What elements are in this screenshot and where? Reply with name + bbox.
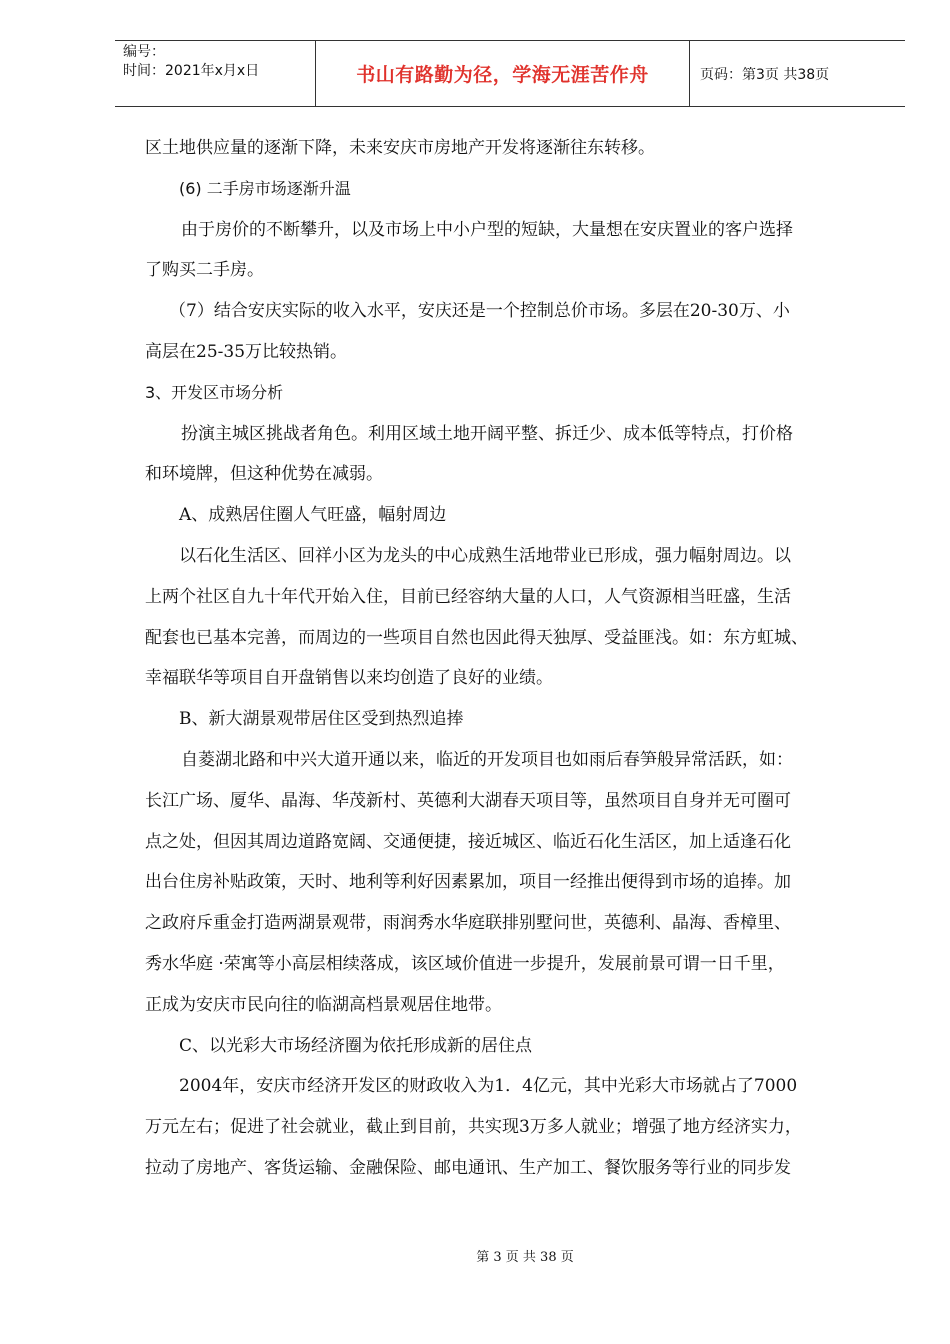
page-info: 页码：第3页 共38页 (700, 66, 830, 83)
paragraph: 上两个社区自九十年代开始入住，目前已经容纳大量的人口，人气资源相当旺盛，生活 (145, 586, 791, 607)
header-meta (115, 41, 316, 106)
paragraph: 由于房价的不断攀升，以及市场上中小户型的短缺，大量想在安庆置业的客户选择 (181, 219, 793, 240)
paragraph: 2004年，安庆市经济开发区的财政收入为1．4亿元，其中光彩大市场就占了7000 (179, 1076, 798, 1097)
subheading: A、成熟居住圈人气旺盛，幅射周边 (179, 505, 447, 526)
motto: 书山有路勤为径，学海无涯苦作舟 (356, 64, 649, 86)
paragraph: 万元左右；促进了社会就业，截止到目前，共实现3万多人就业；增强了地方经济实力， (145, 1117, 802, 1138)
paragraph: 之政府斥重金打造两湖景观带，雨润秀水华庭联排别墅问世，英德利、晶海、香樟里、 (145, 913, 791, 934)
paragraph: 自菱湖北路和中兴大道开通以来，临近的开发项目也如雨后春笋般异常活跃，如： (181, 749, 793, 770)
subheading: B、新大湖景观带居住区受到热烈追捧 (179, 709, 464, 730)
section-heading: 3、开发区市场分析 (145, 382, 284, 402)
paragraph: 区土地供应量的逐渐下降，未来安庆市房地产开发将逐渐往东转移。 (145, 138, 655, 158)
paragraph: 拉动了房地产、客货运输、金融保险、邮电通讯、生产加工、餐饮服务等行业的同步发 (145, 1157, 791, 1178)
paragraph: 了购买二手房。 (145, 260, 264, 281)
paragraph: 点之处，但因其周边道路宽阔、交通便捷，接近城区、临近石化生活区，加上适逢石化 (145, 831, 791, 852)
subheading: C、以光彩大市场经济圈为依托形成新的居住点 (179, 1035, 533, 1056)
page-header (115, 40, 905, 107)
page-footer (0, 1246, 950, 1265)
document-body (145, 128, 880, 1189)
paragraph: 和环境牌，但这种优势在减弱。 (145, 464, 383, 485)
footer-page-number: 第 3 页 共 38 页 (476, 1250, 574, 1265)
paragraph: 幸福联华等项目自开盘销售以来均创造了良好的业绩。 (145, 668, 553, 689)
serial-label: 编号： (123, 44, 165, 60)
paragraph: 扮演主城区挑战者角色。利用区域土地开阔平整、拆迁少、成本低等特点，打价格 (181, 423, 793, 444)
header-motto-cell (316, 41, 690, 106)
time-label: 时间：2021年x月x日 (123, 63, 260, 79)
paragraph: 长江广场、厦华、晶海、华茂新村、英德利大湖春天项目等，虽然项目自身并无可圈可 (145, 790, 791, 811)
header-page-info-cell (690, 41, 905, 106)
paragraph: 配套也已基本完善，而周边的一些项目自然也因此得天独厚、受益匪浅。如：东方虹城、 (145, 627, 808, 648)
paragraph: （7）结合安庆实际的收入水平，安庆还是一个控制总价市场。多层在20-30万、小 (169, 301, 790, 322)
paragraph: 高层在25-35万比较热销。 (145, 341, 348, 362)
paragraph: 出台住房补贴政策，天时、地利等利好因素累加，项目一经推出便得到市场的追捧。加 (145, 872, 791, 893)
subheading: (6) 二手房市场逐渐升温 (179, 178, 351, 198)
paragraph: 以石化生活区、回祥小区为龙头的中心成熟生活地带业已形成，强力幅射周边。以 (179, 545, 791, 566)
paragraph: 正成为安庆市民向往的临湖高档景观居住地带。 (145, 994, 502, 1015)
paragraph: 秀水华庭 ·荣寓等小高层相续落成，该区域价值进一步提升，发展前景可谓一日千里， (145, 953, 785, 974)
